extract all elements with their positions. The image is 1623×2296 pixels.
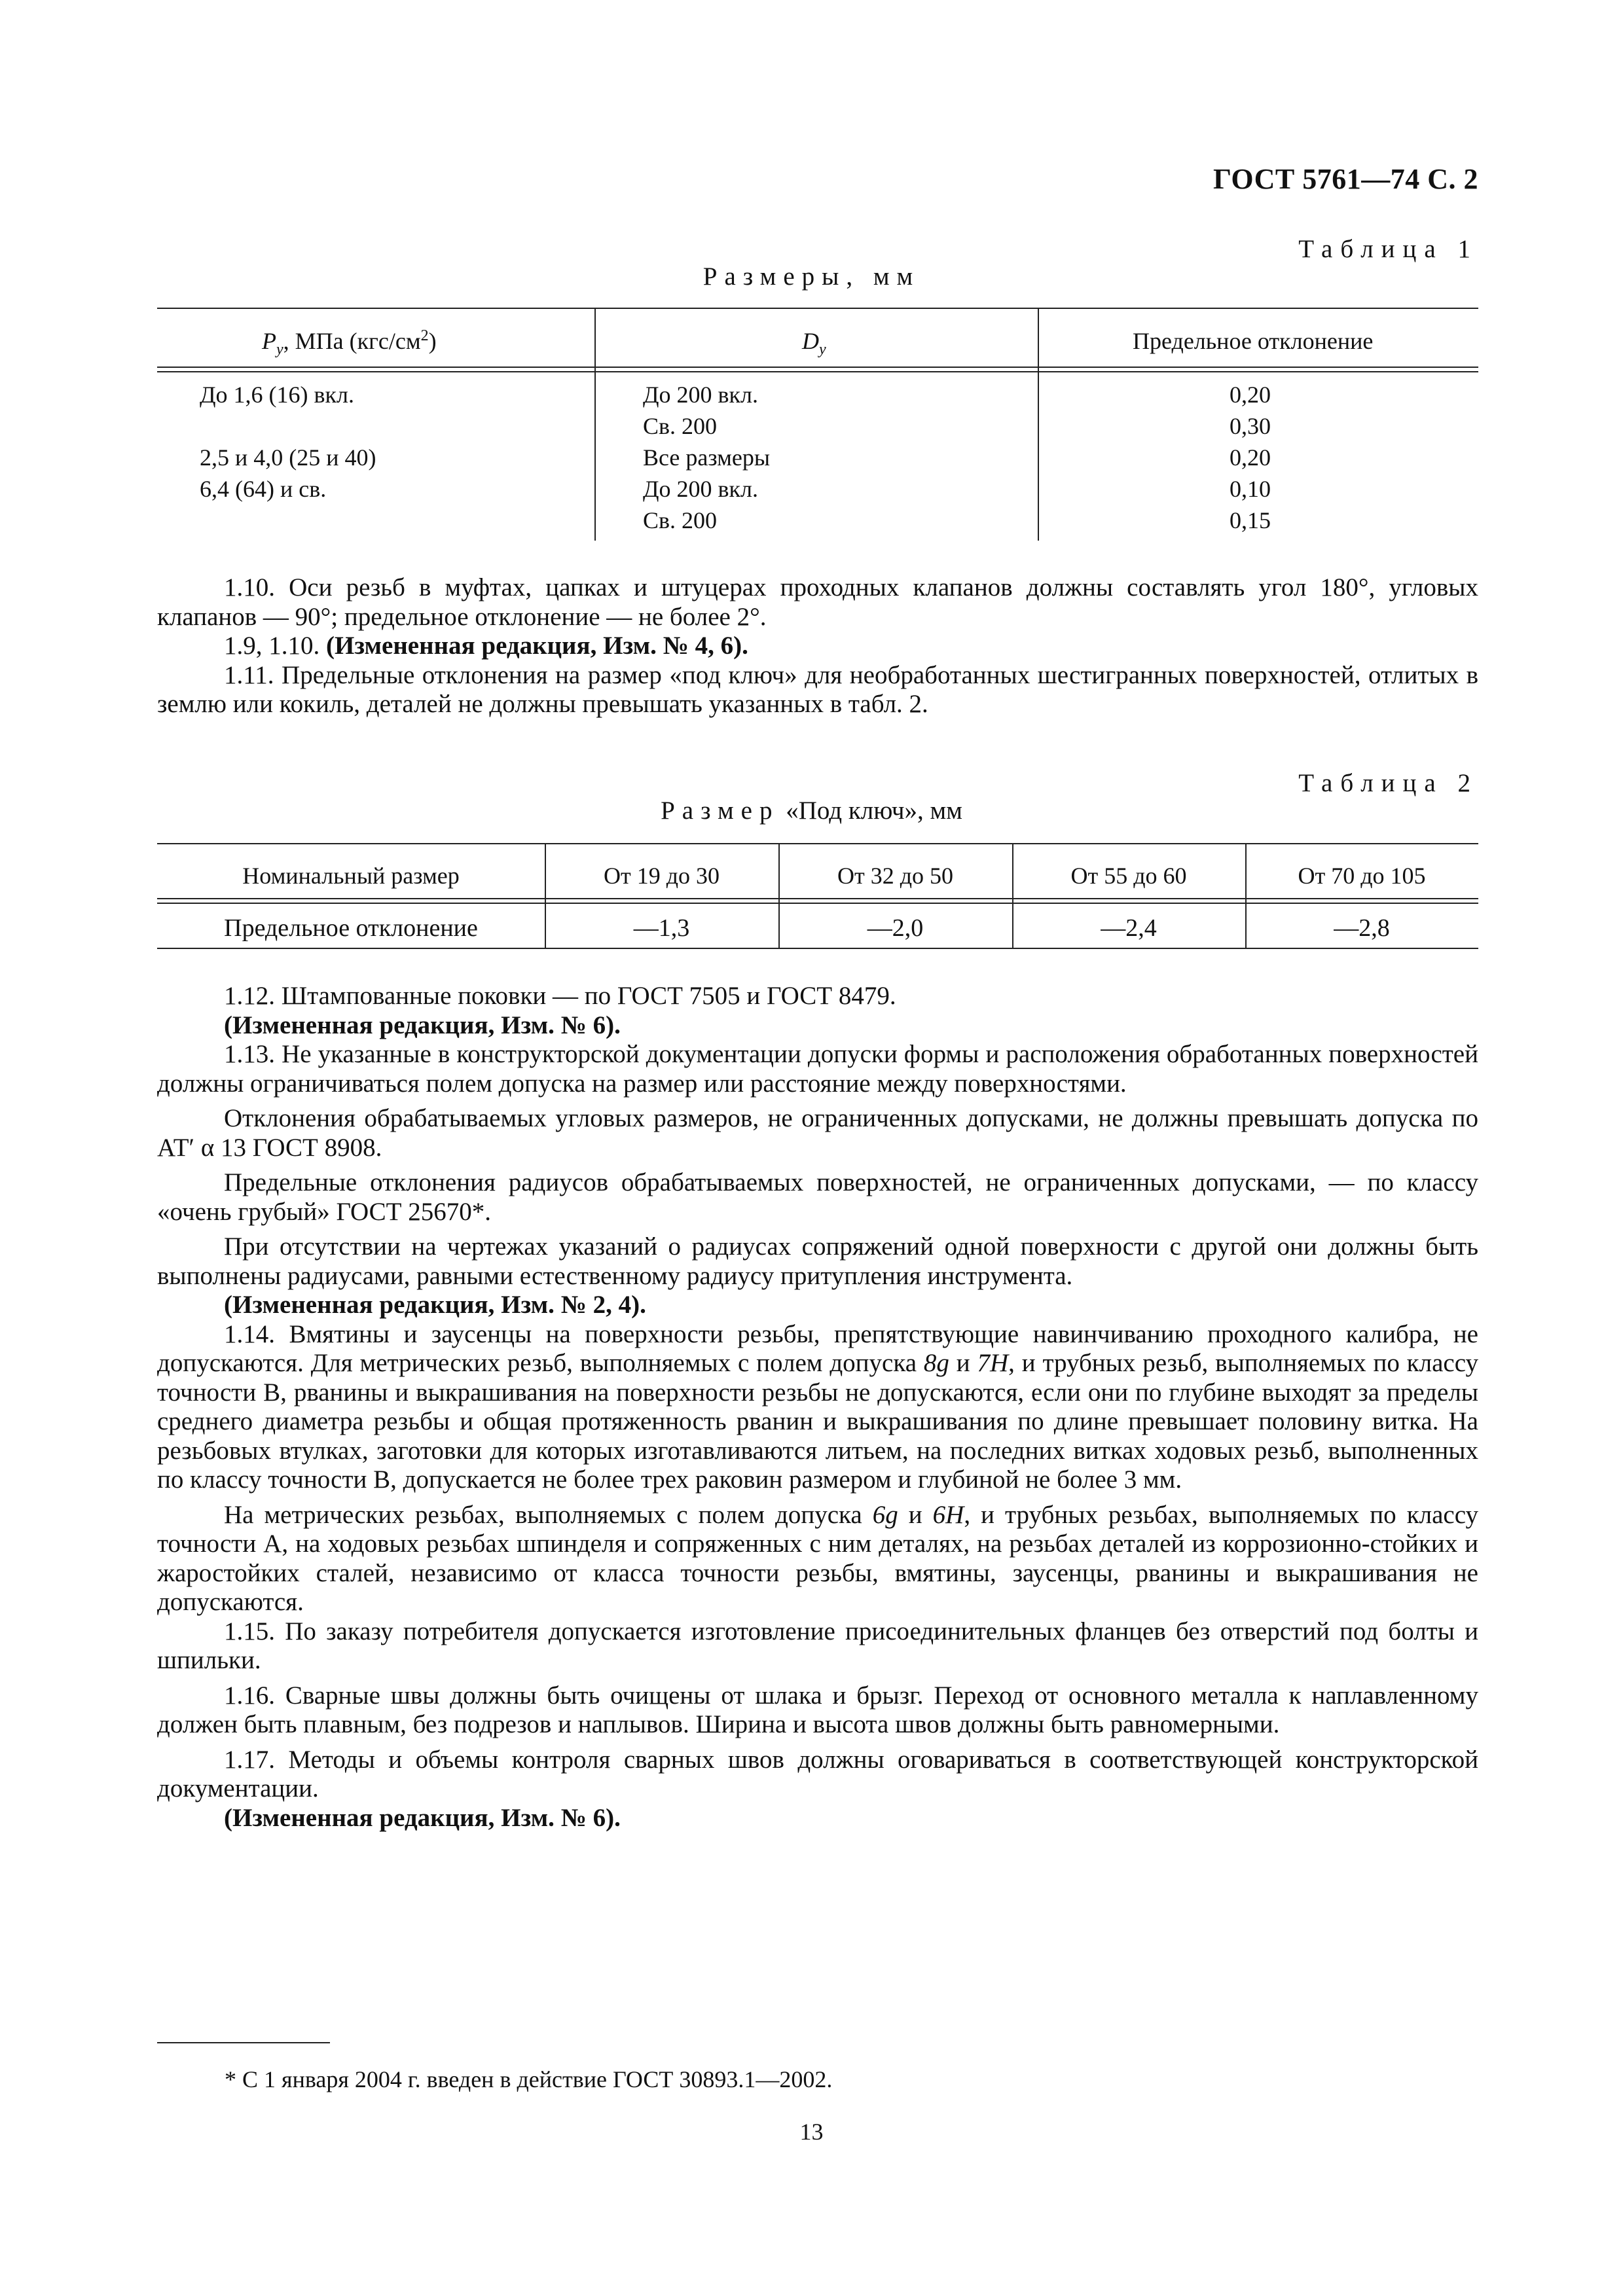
- paragraph-1-12: 1.12. Штампованные поковки — по ГОСТ 7505 и ГОСТ 8479.: [224, 982, 896, 1010]
- table1-cell: 6,4 (64) и св.: [200, 476, 327, 502]
- table1-cell: 0,30: [1230, 413, 1271, 439]
- table1-cell: 0,15: [1230, 507, 1271, 533]
- table1-head-diameter: $D_y$: [802, 328, 826, 359]
- table1-head-pressure: $P_y$, МПа $(кгс/см^2)$: [262, 327, 437, 359]
- table2-caption: Размер «Под ключ», мм: [661, 797, 962, 825]
- paragraph-1-13-fillets: При отсутствии на чертежах указаний о радиусах сопряжений одной поверхности с другой они должны быть выполнены радиусами, равными естественному радиусу притупления инструмента.: [157, 1232, 1478, 1290]
- paragraph-1-17: 1.17. Методы и объемы контроля сварных швов должны оговариваться в соответствующей конструкторской документации.: [157, 1745, 1478, 1803]
- table2-head-cell: От 19 до 30: [603, 863, 720, 889]
- page-header: ГОСТ 5761—74 С. 2: [1213, 163, 1478, 195]
- table1-cell: 2,5 и 4,0 (25 и 40): [200, 444, 376, 471]
- table1-cell: Св. 200: [643, 507, 718, 533]
- page-number: 13: [799, 2119, 824, 2145]
- paragraph-1-11: 1.11. Предельные отклонения на размер «под ключ» для необработанных шестигранных поверхностей, отлитых в землю или кокиль, деталей не должны превышать указанных в табл. 2.: [157, 660, 1478, 718]
- text-block-2: [157, 982, 1478, 1833]
- table1-cell: 0,10: [1230, 476, 1271, 502]
- table1-cell: Все размеры: [643, 444, 771, 471]
- table1-head-rule: [157, 367, 1478, 372]
- amendment-note-1-9: 1.9, 1.10. (Измененная редакция, Изм. № 4, 6).: [224, 632, 748, 660]
- table2-cell: —1,3: [633, 914, 690, 942]
- table2-cell: —2,8: [1334, 914, 1390, 942]
- table2-head-cell: От 70 до 105: [1298, 863, 1426, 889]
- paragraph-1-14: 1.14. Вмятины и заусенцы на поверхности резьбы, препятствующие навинчиванию проходного калибра, не допускаются. Для метрических резьб, выполняемых с полем допуска 8g и 7H, и трубных резьб, выполняемых по классу точности B, рванины и выкрашивания на поверхности резьбы не допускаются, если они по глубине выходят за пределы среднего диаметра резьбы и общая протяженность рванин и выкрашивания по длине превышает половину витка. На резьбовых втулках, заготовки для которых изготавливаются литьем, на последних витках ходовых резьб, выполненных по классу точности B, допускается не более трех раковин размером и глубиной не более 3 мм.: [157, 1319, 1478, 1494]
- amendment-note-1-13: (Измененная редакция, Изм. № 2, 4).: [224, 1291, 646, 1319]
- table1-cell: До 200 вкл.: [643, 382, 759, 408]
- table2-cell: —2,4: [1101, 914, 1157, 942]
- table2-bottom-rule: [157, 948, 1478, 949]
- paragraph-1-14-metric: На метрических резьбах, выполняемых с полем допуска 6g и 6H, и трубных резьбах, выполняемых по классу точности A, на ходовых резьбах шпинделя и сопряженных с ним деталях, на резьбах деталей из коррозионно-стойких и жаростойких сталей, независимо от класса точности резьбы, вмятины, заусенцы, рванины и выкрашивания не допускаются.: [157, 1500, 1479, 1616]
- paragraph-1-16: 1.16. Сварные швы должны быть очищены от шлака и брызг. Переход от основного металла к наплавленному должен быть плавным, без подрезов и наплывов. Ширина и высота швов должны быть равномерными.: [157, 1681, 1478, 1738]
- table1-cell: До 1,6 (16) вкл.: [200, 382, 354, 408]
- table2-label: Таблица 2: [1298, 769, 1478, 797]
- table1-head-deviation: Предельное отклонение: [1133, 328, 1374, 354]
- table2-head-cell: От 55 до 60: [1070, 863, 1187, 889]
- paragraph-1-13-angles: Отклонения обрабатываемых угловых размеров, не ограниченных допусками, не должны превышать допуска по АТ′ α 13 ГОСТ 8908.: [157, 1104, 1478, 1162]
- table2-head-cell: Номинальный размер: [242, 863, 460, 889]
- footnote-rule: [157, 2042, 330, 2043]
- table2-head-rule: [157, 898, 1478, 904]
- table1-divider-1: [594, 308, 596, 541]
- amendment-note-1-17: (Измененная редакция, Изм. № 6).: [224, 1803, 621, 1832]
- table2-cell: Предельное отклонение: [224, 914, 478, 942]
- table2-head-cell: От 32 до 50: [837, 863, 954, 889]
- paragraph-1-13-radii: Предельные отклонения радиусов обрабатываемых поверхностей, не ограниченных допусками, — по классу «очень грубый» ГОСТ 25670*.: [157, 1168, 1478, 1226]
- table1-cell: 0,20: [1230, 382, 1271, 408]
- amendment-note-1-12: (Измененная редакция, Изм. № 6).: [224, 1011, 621, 1039]
- footnote: * С 1 января 2004 г. введен в действие ГОСТ 30893.1—2002.: [225, 2066, 833, 2092]
- paragraph-1-15: 1.15. По заказу потребителя допускается изготовление присоединительных фланцев без отверстий под болты и шпильки.: [157, 1617, 1478, 1674]
- paragraph-1-10: 1.10. Оси резьб в муфтах, цапках и штуцерах проходных клапанов должны составлять угол 180°, угловых клапанов — 90°; предельное отклонение — не более 2°.: [157, 573, 1478, 631]
- table1-label: Таблица 1: [1298, 235, 1478, 263]
- table2-cell: —2,0: [867, 914, 924, 942]
- table1-top-rule: [157, 308, 1478, 309]
- table1-cell: Св. 200: [643, 413, 718, 439]
- text-block-1: [157, 573, 1478, 719]
- table1-caption: Размеры, мм: [702, 262, 921, 291]
- table1-cell: До 200 вкл.: [643, 476, 759, 502]
- table1-cell: 0,20: [1230, 444, 1271, 471]
- table2-top-rule: [157, 843, 1478, 844]
- table1-divider-2: [1038, 308, 1039, 541]
- paragraph-1-13: 1.13. Не указанные в конструкторской документации допуски формы и расположения обработанных поверхностей должны ограничиваться полем допуска на размер или расстояние между поверхностями.: [157, 1040, 1478, 1098]
